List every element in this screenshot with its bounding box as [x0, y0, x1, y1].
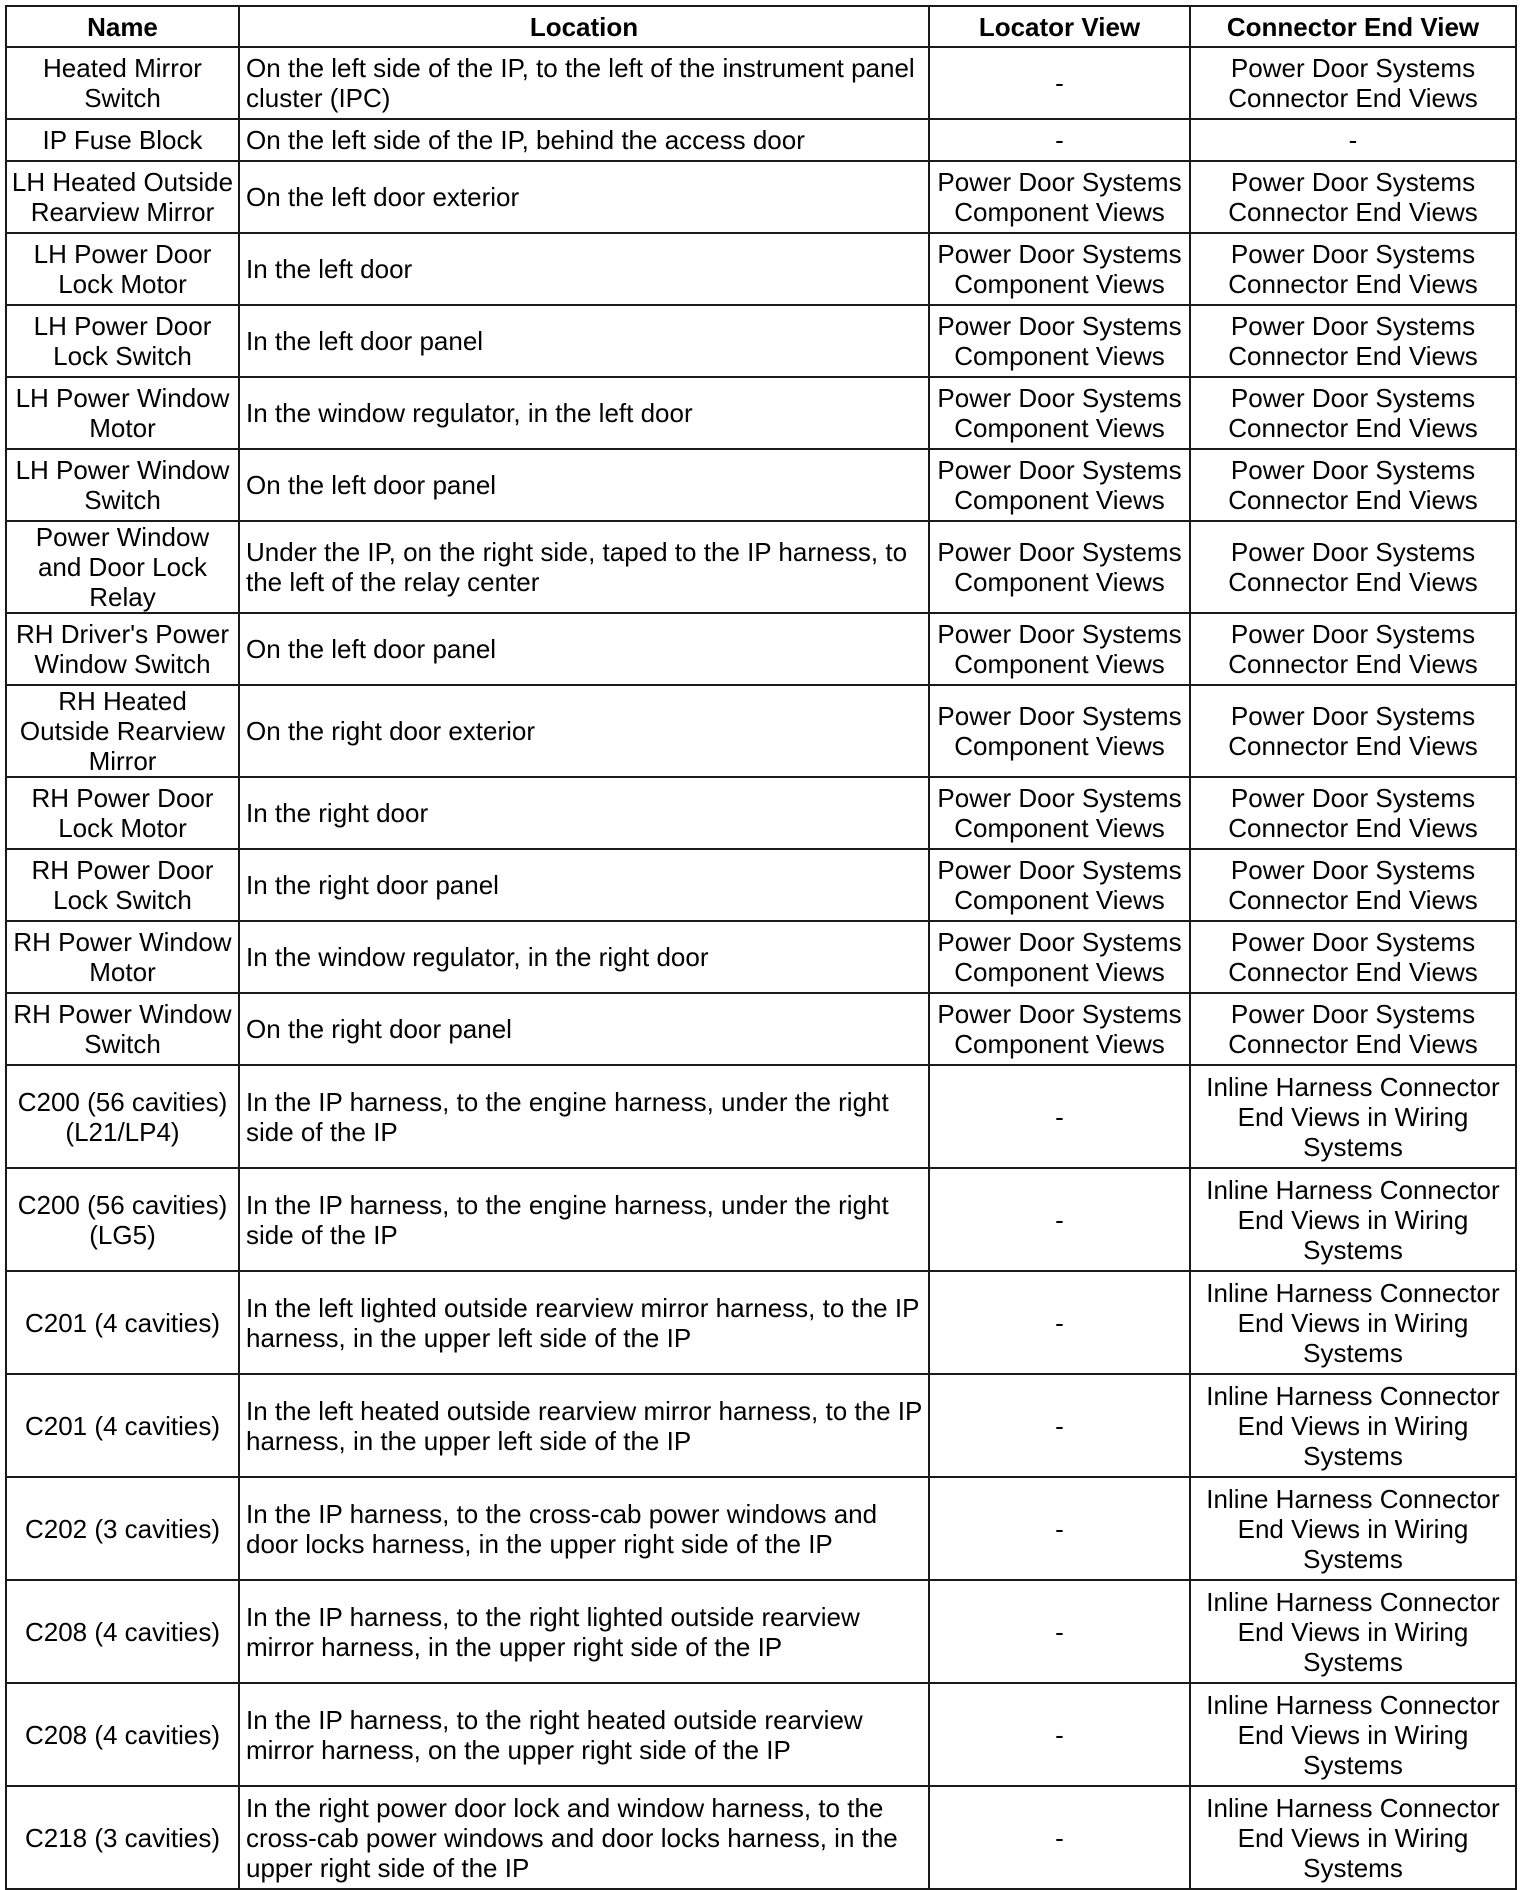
header-name: Name: [6, 6, 239, 47]
cell-locator-view: -: [929, 1786, 1190, 1889]
cell-location: On the right door exterior: [239, 685, 929, 777]
cell-name: Power Window and Door Lock Relay: [6, 521, 239, 613]
cell-name: C201 (4 cavities): [6, 1271, 239, 1374]
cell-connector-end-view: Power Door Systems Connector End Views: [1190, 233, 1516, 305]
table-row: [6, 1374, 1516, 1477]
cell-locator-view: Power Door Systems Component Views: [929, 685, 1190, 777]
table-row: [6, 161, 1516, 233]
header-location: Location: [239, 6, 929, 47]
cell-locator-view: -: [929, 1683, 1190, 1786]
table-row: [6, 1065, 1516, 1168]
cell-connector-end-view: Inline Harness Connector End Views in Wiring Systems: [1190, 1065, 1516, 1168]
cell-name: RH Power Window Switch: [6, 993, 239, 1065]
component-locator-table-container: [5, 5, 1515, 1890]
cell-connector-end-view: Power Door Systems Connector End Views: [1190, 993, 1516, 1065]
cell-locator-view: Power Door Systems Component Views: [929, 993, 1190, 1065]
cell-name: LH Power Door Lock Motor: [6, 233, 239, 305]
cell-location: In the window regulator, in the right door: [239, 921, 929, 993]
cell-connector-end-view: Inline Harness Connector End Views in Wiring Systems: [1190, 1477, 1516, 1580]
cell-name: LH Power Window Switch: [6, 449, 239, 521]
cell-location: In the left door panel: [239, 305, 929, 377]
cell-name: C201 (4 cavities): [6, 1374, 239, 1477]
cell-location: On the left side of the IP, to the left of the instrument panel cluster (IPC): [239, 47, 929, 119]
header-locator-view: Locator View: [929, 6, 1190, 47]
table-row: [6, 305, 1516, 377]
cell-locator-view: Power Door Systems Component Views: [929, 449, 1190, 521]
cell-name: LH Power Door Lock Switch: [6, 305, 239, 377]
cell-name: C208 (4 cavities): [6, 1683, 239, 1786]
cell-locator-view: Power Door Systems Component Views: [929, 521, 1190, 613]
cell-name: Heated Mirror Switch: [6, 47, 239, 119]
cell-name: LH Heated Outside Rearview Mirror: [6, 161, 239, 233]
cell-name: C218 (3 cavities): [6, 1786, 239, 1889]
cell-connector-end-view: Power Door Systems Connector End Views: [1190, 161, 1516, 233]
cell-location: In the right door panel: [239, 849, 929, 921]
cell-locator-view: Power Door Systems Component Views: [929, 305, 1190, 377]
cell-locator-view: -: [929, 47, 1190, 119]
cell-name: RH Driver's Power Window Switch: [6, 613, 239, 685]
cell-connector-end-view: -: [1190, 119, 1516, 161]
cell-location: In the IP harness, to the right heated outside rearview mirror harness, on the upper right side of the IP: [239, 1683, 929, 1786]
table-header-row: [6, 6, 1516, 47]
table-row: [6, 521, 1516, 613]
cell-location: On the left side of the IP, behind the access door: [239, 119, 929, 161]
cell-connector-end-view: Inline Harness Connector End Views in Wiring Systems: [1190, 1580, 1516, 1683]
cell-location: Under the IP, on the right side, taped to the IP harness, to the left of the relay center: [239, 521, 929, 613]
cell-connector-end-view: Inline Harness Connector End Views in Wiring Systems: [1190, 1374, 1516, 1477]
cell-name: C208 (4 cavities): [6, 1580, 239, 1683]
table-row: [6, 449, 1516, 521]
table-row: [6, 685, 1516, 777]
table-row: [6, 47, 1516, 119]
cell-connector-end-view: Power Door Systems Connector End Views: [1190, 685, 1516, 777]
cell-connector-end-view: Power Door Systems Connector End Views: [1190, 849, 1516, 921]
cell-name: C200 (56 cavities) (LG5): [6, 1168, 239, 1271]
table-row: [6, 1168, 1516, 1271]
cell-locator-view: -: [929, 1477, 1190, 1580]
cell-connector-end-view: Power Door Systems Connector End Views: [1190, 305, 1516, 377]
cell-name: C200 (56 cavities) (L21/LP4): [6, 1065, 239, 1168]
cell-connector-end-view: Inline Harness Connector End Views in Wiring Systems: [1190, 1271, 1516, 1374]
table-row: [6, 1580, 1516, 1683]
table-row: [6, 119, 1516, 161]
cell-locator-view: Power Door Systems Component Views: [929, 613, 1190, 685]
cell-locator-view: Power Door Systems Component Views: [929, 777, 1190, 849]
cell-location: In the IP harness, to the engine harness, under the right side of the IP: [239, 1065, 929, 1168]
cell-locator-view: -: [929, 1168, 1190, 1271]
cell-connector-end-view: Inline Harness Connector End Views in Wiring Systems: [1190, 1786, 1516, 1889]
cell-location: On the left door panel: [239, 613, 929, 685]
cell-name: LH Power Window Motor: [6, 377, 239, 449]
cell-connector-end-view: Power Door Systems Connector End Views: [1190, 777, 1516, 849]
cell-location: In the IP harness, to the right lighted outside rearview mirror harness, in the upper right side of the IP: [239, 1580, 929, 1683]
component-locator-table: [5, 5, 1517, 1890]
cell-locator-view: -: [929, 1374, 1190, 1477]
table-row: [6, 777, 1516, 849]
cell-location: In the left lighted outside rearview mirror harness, to the IP harness, in the upper left side of the IP: [239, 1271, 929, 1374]
cell-locator-view: -: [929, 1065, 1190, 1168]
table-row: [6, 613, 1516, 685]
table-row: [6, 849, 1516, 921]
cell-location: In the right door: [239, 777, 929, 849]
cell-locator-view: -: [929, 1580, 1190, 1683]
cell-location: In the IP harness, to the cross-cab power windows and door locks harness, in the upper right side of the IP: [239, 1477, 929, 1580]
cell-connector-end-view: Power Door Systems Connector End Views: [1190, 449, 1516, 521]
table-row: [6, 1477, 1516, 1580]
table-row: [6, 921, 1516, 993]
cell-locator-view: Power Door Systems Component Views: [929, 849, 1190, 921]
cell-name: RH Power Window Motor: [6, 921, 239, 993]
cell-locator-view: Power Door Systems Component Views: [929, 377, 1190, 449]
cell-connector-end-view: Power Door Systems Connector End Views: [1190, 921, 1516, 993]
header-connector-end-view: Connector End View: [1190, 6, 1516, 47]
table-row: [6, 1683, 1516, 1786]
table-row: [6, 993, 1516, 1065]
cell-connector-end-view: Inline Harness Connector End Views in Wiring Systems: [1190, 1683, 1516, 1786]
table-row: [6, 377, 1516, 449]
cell-locator-view: Power Door Systems Component Views: [929, 161, 1190, 233]
cell-name: RH Heated Outside Rearview Mirror: [6, 685, 239, 777]
cell-location: In the window regulator, in the left door: [239, 377, 929, 449]
cell-name: RH Power Door Lock Switch: [6, 849, 239, 921]
cell-name: RH Power Door Lock Motor: [6, 777, 239, 849]
table-row: [6, 1786, 1516, 1889]
cell-name: C202 (3 cavities): [6, 1477, 239, 1580]
cell-location: In the IP harness, to the engine harness, under the right side of the IP: [239, 1168, 929, 1271]
table-row: [6, 1271, 1516, 1374]
table-row: [6, 233, 1516, 305]
cell-locator-view: Power Door Systems Component Views: [929, 921, 1190, 993]
cell-locator-view: Power Door Systems Component Views: [929, 233, 1190, 305]
cell-location: On the left door panel: [239, 449, 929, 521]
cell-location: In the right power door lock and window harness, to the cross-cab power windows and door locks harness, in the upper right side of the IP: [239, 1786, 929, 1889]
cell-location: On the left door exterior: [239, 161, 929, 233]
cell-location: In the left heated outside rearview mirror harness, to the IP harness, in the upper left side of the IP: [239, 1374, 929, 1477]
cell-connector-end-view: Power Door Systems Connector End Views: [1190, 521, 1516, 613]
cell-name: IP Fuse Block: [6, 119, 239, 161]
cell-connector-end-view: Power Door Systems Connector End Views: [1190, 47, 1516, 119]
cell-connector-end-view: Power Door Systems Connector End Views: [1190, 377, 1516, 449]
cell-locator-view: -: [929, 119, 1190, 161]
cell-locator-view: -: [929, 1271, 1190, 1374]
cell-connector-end-view: Inline Harness Connector End Views in Wiring Systems: [1190, 1168, 1516, 1271]
cell-connector-end-view: Power Door Systems Connector End Views: [1190, 613, 1516, 685]
cell-location: In the left door: [239, 233, 929, 305]
cell-location: On the right door panel: [239, 993, 929, 1065]
